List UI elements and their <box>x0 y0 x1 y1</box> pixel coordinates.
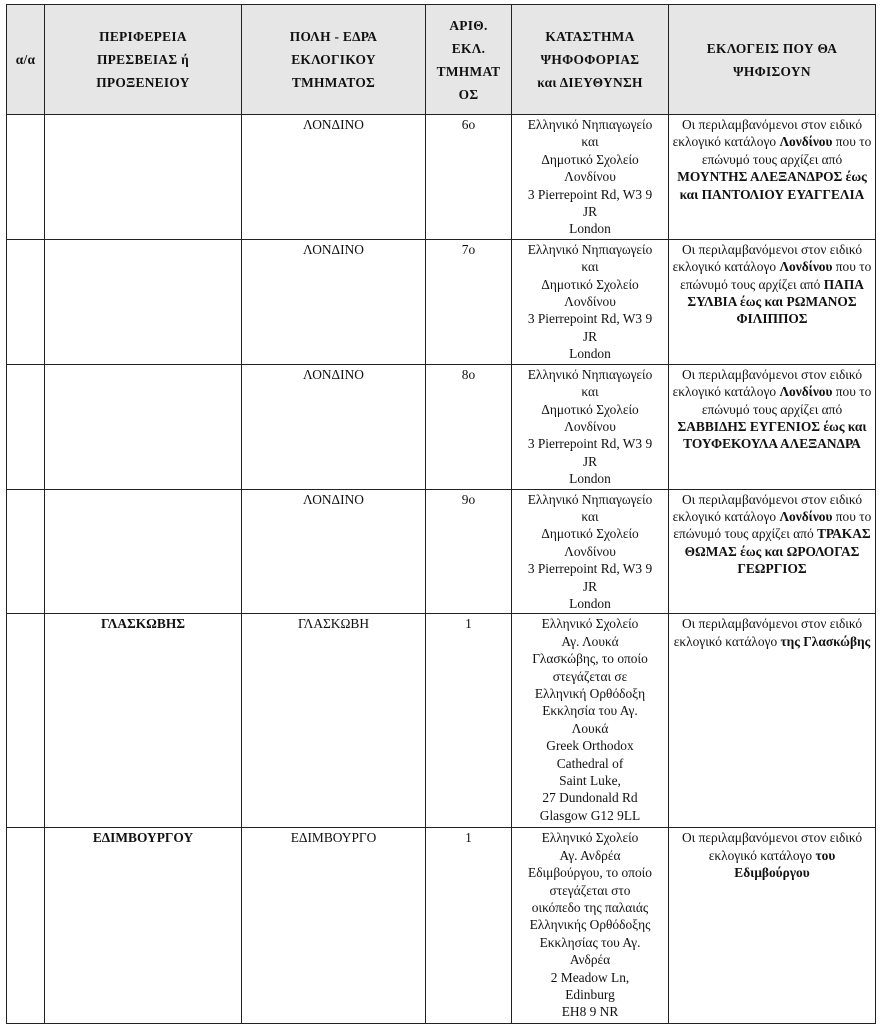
cell-city: ΕΔΙΜΒΟΥΡΓΟ <box>242 828 426 1024</box>
cell-region <box>45 239 242 364</box>
cell-voters: Οι περιλαμβανόμενοι στον ειδικό εκλογικό κατάλογο της Γλασκώβης <box>669 614 876 828</box>
cell-voters: Οι περιλαμβανόμενοι στον ειδικό εκλογικό κατάλογο Λονδίνου που το επώνυμό τους αρχίζει από ΣΑΒΒΙΔΗΣ ΕΥΓΕΝΙΟΣ έως και ΤΟΥΦΕΚΟΥΛΑ ΑΛΕΞΑΝΔΡΑ <box>669 364 876 489</box>
cell-aa <box>7 364 45 489</box>
cell-region <box>45 489 242 614</box>
cell-region: ΕΔΙΜΒΟΥΡΓΟΥ <box>45 828 242 1024</box>
cell-city: ΓΛΑΣΚΩΒΗ <box>242 614 426 828</box>
cell-number: 9ο <box>426 489 512 614</box>
cell-number: 1 <box>426 614 512 828</box>
table-row <box>7 364 876 489</box>
cell-aa <box>7 614 45 828</box>
cell-city: ΛΟΝΔΙΝΟ <box>242 364 426 489</box>
table-row <box>7 489 876 614</box>
table-row <box>7 828 876 1024</box>
header-voters: ΕΚΛΟΓΕΙΣ ΠΟΥ ΘΑ ΨΗΦΙΣΟΥΝ <box>669 5 876 115</box>
cell-number: 6ο <box>426 115 512 240</box>
header-city: ΠΟΛΗ - ΕΔΡΑ ΕΚΛΟΓΙΚΟΥ ΤΜΗΜΑΤΟΣ <box>242 5 426 115</box>
cell-aa <box>7 239 45 364</box>
cell-aa <box>7 115 45 240</box>
polling-stations-table <box>6 4 876 1024</box>
cell-station: Ελληνικό Νηπιαγωγείο και Δημοτικό Σχολείο Λονδίνου 3 Pierrepoint Rd, W3 9 JR London <box>512 239 669 364</box>
header-aa: α/α <box>7 5 45 115</box>
cell-city: ΛΟΝΔΙΝΟ <box>242 239 426 364</box>
table-row <box>7 115 876 240</box>
cell-number: 8ο <box>426 364 512 489</box>
cell-region <box>45 115 242 240</box>
cell-number: 1 <box>426 828 512 1024</box>
cell-region: ΓΛΑΣΚΩΒΗΣ <box>45 614 242 828</box>
cell-station: Ελληνικό Σχολείο Αγ. Λουκά Γλασκώβης, το οποίο στεγάζεται σε Ελληνική Ορθόδοξη Εκκλησία του Αγ. Λουκά Greek Orthodox Cathedral of Saint Luke, 27 Dundonald Rd Glasgow G12 9LL <box>512 614 669 828</box>
header-region: ΠΕΡΙΦΕΡΕΙΑ ΠΡΕΣΒΕΙΑΣ ή ΠΡΟΞΕΝΕΙΟΥ <box>45 5 242 115</box>
cell-station: Ελληνικό Νηπιαγωγείο και Δημοτικό Σχολείο Λονδίνου 3 Pierrepoint Rd, W3 9 JR London <box>512 115 669 240</box>
cell-station: Ελληνικό Νηπιαγωγείο και Δημοτικό Σχολείο Λονδίνου 3 Pierrepoint Rd, W3 9 JR London <box>512 489 669 614</box>
cell-region <box>45 364 242 489</box>
cell-station: Ελληνικό Σχολείο Αγ. Ανδρέα Εδιμβούργου, το οποίο στεγάζεται στο οικόπεδο της παλαιάς Ελληνικής Ορθόδοξης Εκκλησίας του Αγ. Ανδρέα 2 Meadow Ln, Edinburg EH8 9 NR <box>512 828 669 1024</box>
cell-voters: Οι περιλαμβανόμενοι στον ειδικό εκλογικό κατάλογο Λονδίνου που το επώνυμό τους αρχίζει από ΤΡΑΚΑΣ ΘΩΜΑΣ έως και ΩΡΟΛΟΓΑΣ ΓΕΩΡΓΙΟΣ <box>669 489 876 614</box>
cell-station: Ελληνικό Νηπιαγωγείο και Δημοτικό Σχολείο Λονδίνου 3 Pierrepoint Rd, W3 9 JR London <box>512 364 669 489</box>
header-number: ΑΡΙΘ. ΕΚΛ. ΤΜΗΜΑΤ ΟΣ <box>426 5 512 115</box>
header-station: ΚΑΤΑΣΤΗΜΑ ΨΗΦΟΦΟΡΙΑΣ και ΔΙΕΥΘΥΝΣΗ <box>512 5 669 115</box>
cell-voters: Οι περιλαμβανόμενοι στον ειδικό εκλογικό κατάλογο του Εδιμβούργου <box>669 828 876 1024</box>
cell-city: ΛΟΝΔΙΝΟ <box>242 489 426 614</box>
table-header-row <box>7 5 876 115</box>
cell-aa <box>7 489 45 614</box>
cell-aa <box>7 828 45 1024</box>
table-row <box>7 614 876 828</box>
cell-voters: Οι περιλαμβανόμενοι στον ειδικό εκλογικό κατάλογο Λονδίνου που το επώνυμό τους αρχίζει από ΠΑΠΑ ΣΥΛΒΙΑ έως και ΡΩΜΑΝΟΣ ΦΙΛΙΠΠΟΣ <box>669 239 876 364</box>
cell-city: ΛΟΝΔΙΝΟ <box>242 115 426 240</box>
table-row <box>7 239 876 364</box>
cell-voters: Οι περιλαμβανόμενοι στον ειδικό εκλογικό κατάλογο Λονδίνου που το επώνυμό τους αρχίζει από ΜΟΥΝΤΗΣ ΑΛΕΞΑΝΔΡΟΣ έως και ΠΑΝΤΟΛΙΟΥ ΕΥΑΓΓΕΛΙΑ <box>669 115 876 240</box>
cell-number: 7ο <box>426 239 512 364</box>
